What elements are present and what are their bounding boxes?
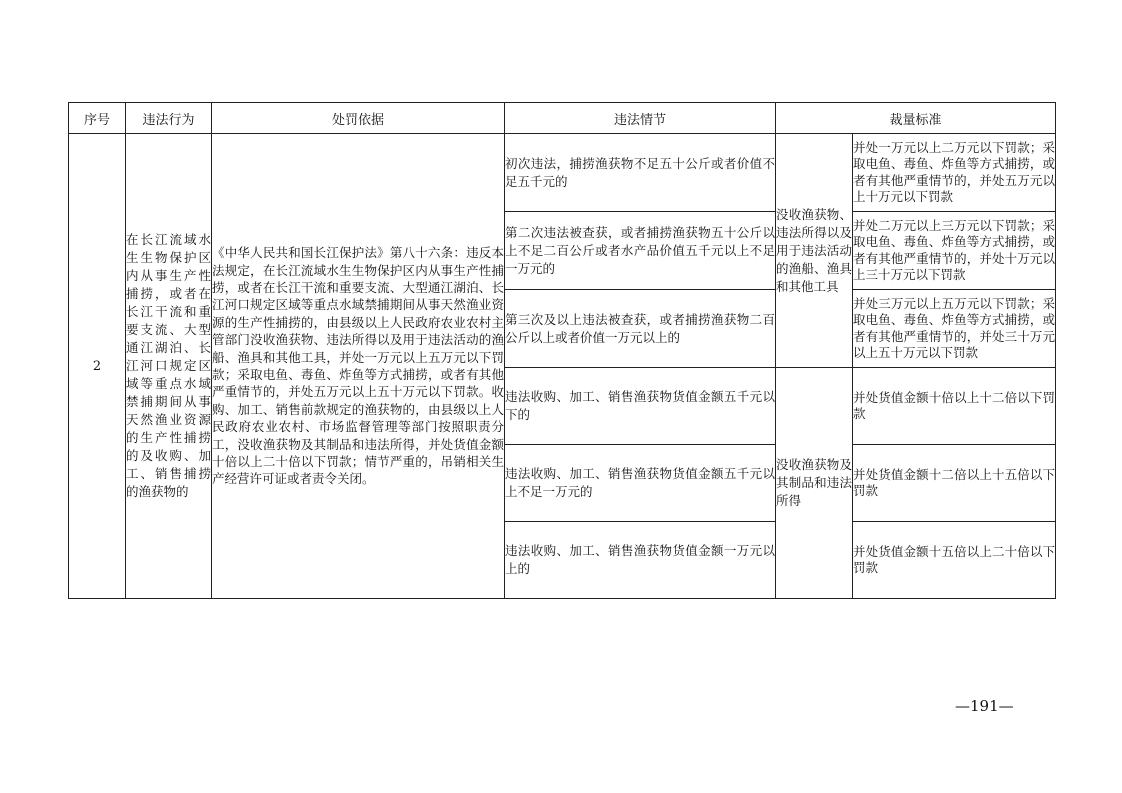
basis-cell: 《中华人民共和国长江保护法》第八十六条：违反本法规定，在长江流域水生生物保护区内从事生产性捕捞，或者在长江干流和重要支流、大型通江湖泊、长江河口规定区域等重点水域禁捕期间从事天然渔业资源的生产性捕捞的，由县级以上人民政府农业农村主管部门没收渔获物、违法所得以及用于违法活动的渔船、渔具和其他工具，并处一万元以上五万元以下罚款；采取电鱼、毒鱼、炸鱼等方式捕捞，或者有其他严重情节的，并处五万元以上五十万元以下罚款。收购、加工、销售前款规定的渔获物的，由县级以上人民政府农业农村、市场监督管理等部门按照职责分工，没收渔获物及其制品和违法所得，并处货值金额十倍以上二十倍以下罚款；情节严重的，吊销相关生产经营许可证或者责令关闭。 bbox=[212, 134, 505, 599]
standard-cell: 并处货值金额十五倍以上二十倍以下罚款 bbox=[853, 522, 1056, 599]
header-standard: 裁量标准 bbox=[776, 103, 1056, 134]
header-circumstance: 违法情节 bbox=[505, 103, 776, 134]
confiscation-cell: 没收渔获物及其制品和违法所得 bbox=[776, 368, 853, 599]
header-violation: 违法行为 bbox=[126, 103, 212, 134]
circumstance-cell: 违法收购、加工、销售渔获物货值金额五千元以上不足一万元的 bbox=[505, 445, 776, 522]
circumstance-cell: 违法收购、加工、销售渔获物货值金额五千元以下的 bbox=[505, 368, 776, 445]
table-row bbox=[69, 134, 1056, 212]
header-row bbox=[69, 103, 1056, 134]
confiscation-cell: 没收渔获物、违法所得以及用于违法活动的渔船、渔具和其他工具 bbox=[776, 134, 853, 368]
violation-cell: 在长江流域水生生物保护区内从事生产性捕捞，或者在长江干流和重要支流、大型通江湖泊、长江河口规定区域等重点水域禁捕期间从事天然渔业资源的生产性捕捞的及收购、加工、销售捕捞的渔获物的 bbox=[126, 134, 212, 599]
standard-cell: 并处三万元以上五万元以下罚款；采取电鱼、毒鱼、炸鱼等方式捕捞，或者有其他严重情节的，并处三十万元以上五十万元以下罚款 bbox=[853, 290, 1056, 368]
row-seq: 2 bbox=[69, 134, 126, 599]
circumstance-cell: 第三次及以上违法被查获，或者捕捞渔获物二百公斤以上或者价值一万元以上的 bbox=[505, 290, 776, 368]
circumstance-cell: 违法收购、加工、销售渔获物货值金额一万元以上的 bbox=[505, 522, 776, 599]
circumstance-cell: 第二次违法被查获，或者捕捞渔获物五十公斤以上不足二百公斤或者水产品价值五千元以上不足一万元的 bbox=[505, 212, 776, 290]
standard-cell: 并处货值金额十倍以上十二倍以下罚款 bbox=[853, 368, 1056, 445]
page-number: —191— bbox=[955, 697, 1014, 715]
standard-cell: 并处货值金额十二倍以上十五倍以下罚款 bbox=[853, 445, 1056, 522]
standard-cell: 并处一万元以上二万元以下罚款；采取电鱼、毒鱼、炸鱼等方式捕捞，或者有其他严重情节的，并处五万元以上十万元以下罚款 bbox=[853, 134, 1056, 212]
header-basis: 处罚依据 bbox=[212, 103, 505, 134]
circumstance-cell: 初次违法，捕捞渔获物不足五十公斤或者价值不足五千元的 bbox=[505, 134, 776, 212]
standard-cell: 并处二万元以上三万元以下罚款；采取电鱼、毒鱼、炸鱼等方式捕捞，或者有其他严重情节的，并处十万元以上三十万元以下罚款 bbox=[853, 212, 1056, 290]
header-seq: 序号 bbox=[69, 103, 126, 134]
penalty-table bbox=[68, 102, 1056, 599]
